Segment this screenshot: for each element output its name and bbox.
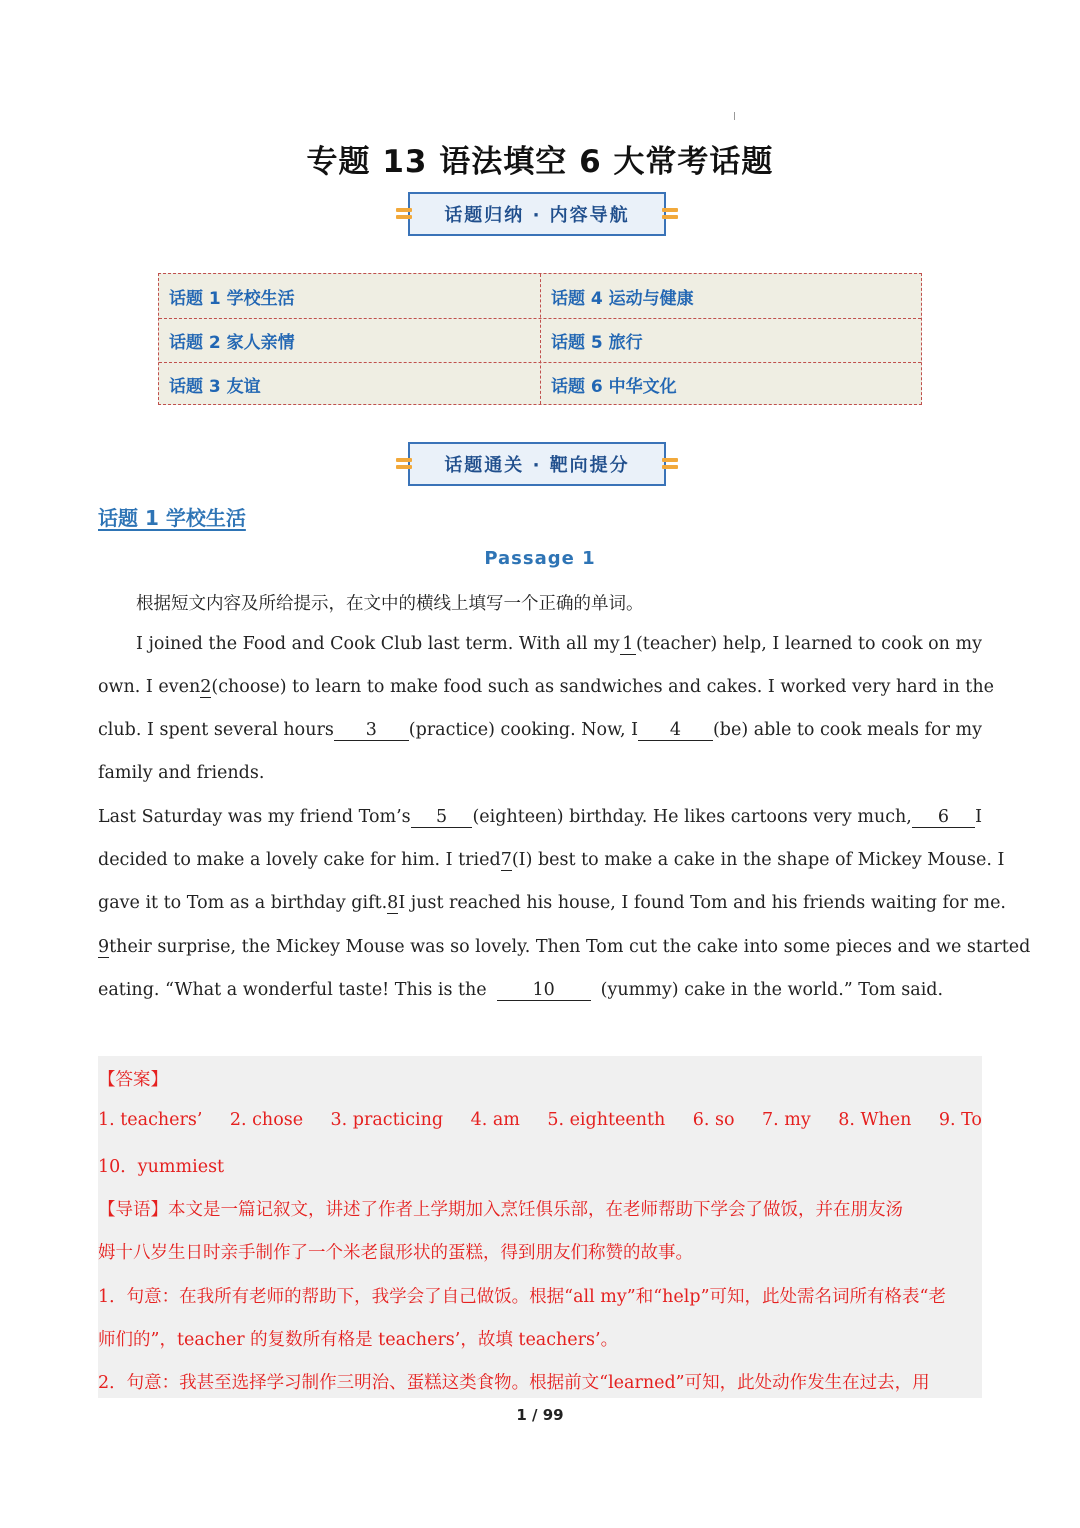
passage-text: family and friends. [98,763,265,783]
passage-text: (I) best to make a cake in the shape of Mickey Mouse. I [511,850,1005,870]
guide-text: 姆十八岁生日时亲手制作了一个米老鼠形状的蛋糕，得到朋友们称赞的故事。 [98,1243,693,1263]
banner-right-decor-icon [662,456,678,472]
passage-text: I just reached his house, I found Tom and his friends waiting for me. [398,893,1006,913]
passage-text: (yummy) cake in the world.” Tom said. [600,980,944,1000]
answer-item: 2. chose [229,1110,304,1130]
page-title: 专题 13 语法填空 6 大常考话题 [306,144,774,180]
passage-text: (practice) cooking. Now, I [408,720,639,740]
page-mark [734,112,735,120]
passage-line [98,720,982,741]
toc-topic-2[interactable]: 话题 2 家人亲情 [169,332,295,353]
answer-item: 4. am [470,1110,520,1130]
passage-text: gave it to Tom as a birthday gift. [98,893,388,913]
passage-title: Passage 1 [484,548,596,569]
blank-9: 9 [98,937,110,957]
passage-text: (choose) to learn to make food such as sandwiches and cakes. I worked very hard in the [211,677,994,697]
banner-topic-practice [408,442,666,486]
blank-6: 6 [912,808,975,828]
passage-text: Last Saturday was my friend Tom’s [98,807,411,827]
passage-text: their surprise, the Mickey Mouse was so lovely. Then Tom cut the cake into some pieces and we started [109,937,1031,957]
answer-label: 【答案】 [98,1070,168,1090]
passage-text: own. I even [98,677,201,697]
answer-item: 3. practicing [330,1110,444,1130]
banner-label: 话题归纳 · 内容导航 [444,205,630,226]
page-number: 1 / 99 [516,1406,564,1424]
answer-item: 8. When [838,1110,912,1130]
banner-topic-navigation [408,192,666,236]
toc-topic-1[interactable]: 话题 1 学校生活 [169,288,295,309]
toc-topic-4[interactable]: 话题 4 运动与健康 [551,288,694,309]
passage-line [136,634,982,655]
passage-text: (eighteen) birthday. He likes cartoons very much, [472,807,912,827]
banner-left-decor-icon [396,206,412,222]
passage-line [98,980,982,1001]
answer-list [98,1110,982,1130]
blank-4: 4 [638,721,713,741]
banner-right-decor-icon [662,206,678,222]
blank-10: 10 [497,981,591,1001]
passage-line [98,807,982,828]
topic-1-heading[interactable]: 话题 1 学校生活 [98,506,246,530]
answer-item: 5. eighteenth [547,1110,666,1130]
explanation-1: 师们的”，teacher 的复数所有格是 teachers’，故填 teachers’。 [98,1330,619,1350]
explanation-1: 1．句意：在我所有老师的帮助下，我学会了自己做饭。根据“all my”和“help”可知，此处需名词所有格表“老 [98,1287,946,1307]
passage-text: eating. “What a wonderful taste! This is the [98,980,487,1000]
answer-item: 10．yummiest [98,1157,225,1177]
answer-item: 9. To [938,1110,982,1130]
blank-3: 3 [334,721,409,741]
passage-text: (be) able to cook meals for my [712,720,982,740]
topic-table [158,273,922,405]
passage-text: club. I spent several hours [98,720,334,740]
passage-line [98,677,994,698]
toc-topic-6[interactable]: 话题 6 中华文化 [551,376,677,397]
passage-text: (teacher) help, I learned to cook on my [635,634,982,654]
answer-item: 7. my [762,1110,811,1130]
blank-8: 8 [387,893,399,913]
passage-text: I joined the Food and Cook Club last term. With all my [136,634,620,654]
passage-text: decided to make a lovely cake for him. I tried [98,850,501,870]
toc-topic-3[interactable]: 话题 3 友谊 [169,376,261,397]
blank-5: 5 [411,808,473,828]
answer-item: 1. teachers’ [98,1110,203,1130]
answer-item: 6. so [692,1110,735,1130]
explanation-2: 2．句意：我甚至选择学习制作三明治、蛋糕这类食物。根据前文“learned”可知，此处动作发生在过去，用 [98,1373,930,1393]
passage-line [98,763,982,783]
passage-line [98,893,1006,914]
banner-left-decor-icon [396,456,412,472]
guide-text: 【导语】本文是一篇记叙文，讲述了作者上学期加入烹饪俱乐部，在老师帮助下学会了做饭，并在朋友汤 [98,1200,903,1220]
instruction: 根据短文内容及所给提示，在文中的横线上填写一个正确的单词。 [136,594,644,614]
blank-7: 7 [500,850,512,870]
blank-2: 2 [200,677,212,697]
blank-1: 1 [620,635,636,655]
toc-topic-5[interactable]: 话题 5 旅行 [551,332,643,353]
passage-text: I [975,807,982,827]
banner-label: 话题通关 · 靶向提分 [444,455,630,476]
passage-line [98,850,1005,871]
passage-line [98,937,1031,958]
